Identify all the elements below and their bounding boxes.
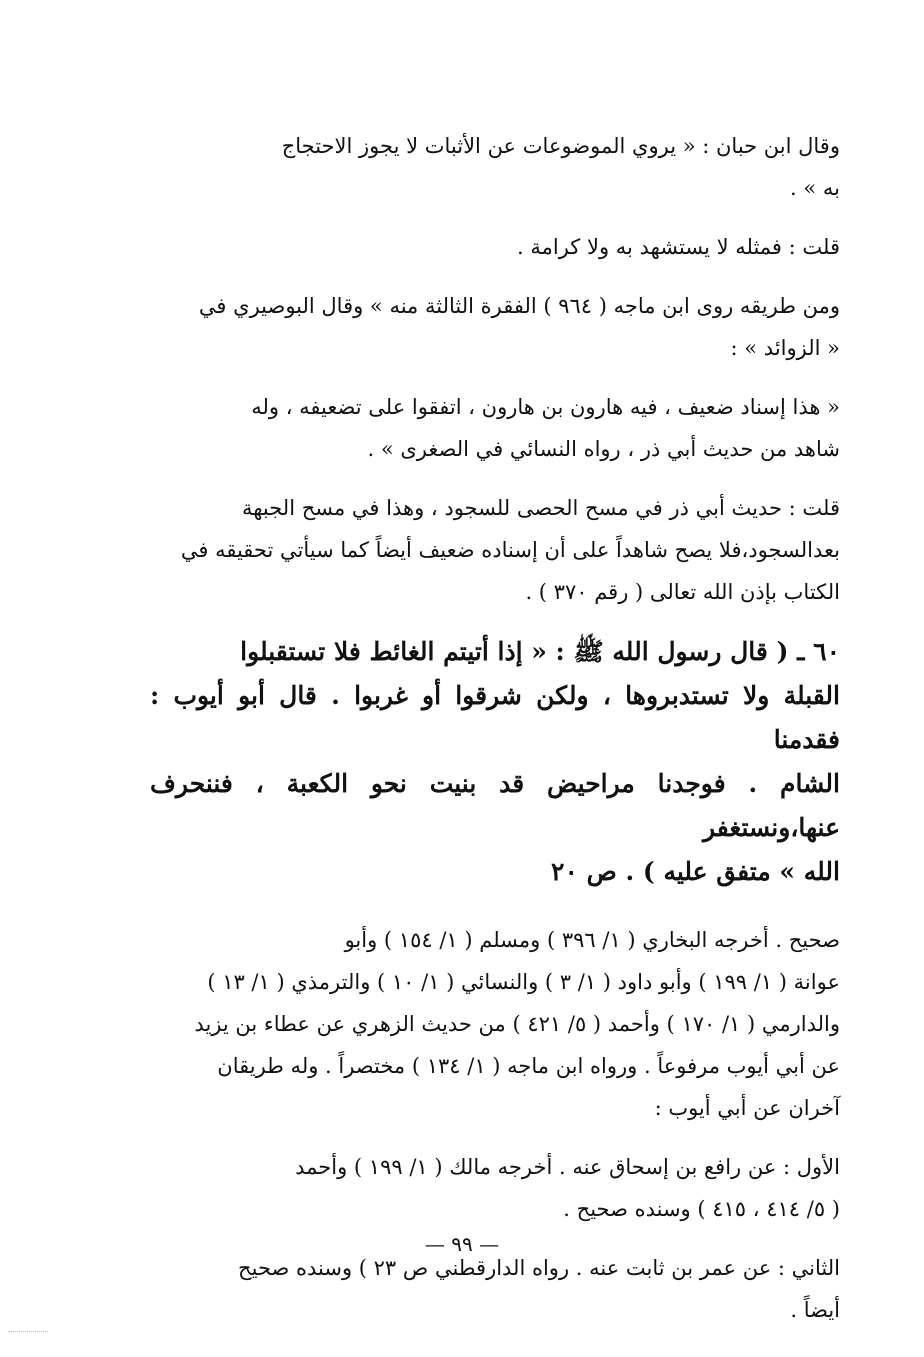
text-line: « الزوائد » : [730, 336, 840, 360]
paragraph-first-route [150, 1146, 840, 1230]
text-line: قلت : حديث أبي ذر في مسح الحصى للسجود ، وهذا في مسح الجبهة [241, 496, 840, 520]
hadith-line: الله » متفق عليه ) . ص ٢٠ [551, 857, 840, 886]
text-line: عن أبي أيوب مرفوعاً . ورواه ابن ماجه ( ١/ ١٣٤ ) مختصراً . وله طريقان [217, 1054, 840, 1078]
text-line: عوانة ( ١/ ١٩٩ ) وأبو داود ( ١/ ٣ ) والنسائي ( ١/ ١٠ ) والترمذي ( ١/ ١٣ ) [207, 970, 840, 994]
paragraph-second-route [150, 1247, 840, 1331]
hadith-line: القبلة ولا تستدبروها ، ولكن شرقوا أو غربوا . قال أبو أيوب : فقدمنا [150, 681, 840, 754]
paragraph-comment [150, 226, 840, 268]
paragraph-ibn-hibban [150, 125, 840, 209]
page-number: — ٩٩ — [424, 1232, 500, 1256]
text-line: « هذا إسناد ضعيف ، فيه هارون بن هارون ، اتفقوا على تضعيفه ، وله [251, 395, 840, 419]
hadith-line: ٦٠ ـ ( قال رسول الله ﷺ : « إذا أتيتم الغائط فلا تستقبلوا [240, 637, 840, 666]
text-line: صحيح . أخرجه البخاري ( ١/ ٣٩٦ ) ومسلم ( ١/ ١٥٤ ) وأبو [344, 928, 840, 952]
text-line: شاهد من حديث أبي ذر ، رواه النسائي في الصغرى » . [367, 437, 840, 461]
paragraph-abu-dharr [150, 487, 840, 613]
text-line: وقال ابن حبان : « يروي الموضوعات عن الأثبات لا يجوز الاحتجاج [281, 134, 840, 158]
page-body [150, 125, 840, 1348]
text-line: والدارمي ( ١/ ١٧٠ ) وأحمد ( ٥/ ٤٢١ ) من حديث الزهري عن عطاء بن يزيد [194, 1012, 840, 1036]
text-line: به » . [790, 176, 840, 200]
hadith-line: الشام . فوجدنا مراحيض قد بنيت نحو الكعبة ، فننحرف عنها،ونستغفر [150, 769, 840, 842]
hadith-60 [150, 630, 840, 894]
text-line: ومن طريقه روى ابن ماجه ( ٩٦٤ ) الفقرة الثالثة منه » وقال البوصيري في [198, 294, 840, 318]
text-line: بعدالسجود،فلا يصح شاهداً على أن إسناده ضعيف أيضاً كما سيأتي تحقيقه في [180, 538, 840, 562]
text-line: الكتاب بإذن الله تعالى ( رقم ٣٧٠ ) . [525, 580, 840, 604]
text-line: قلت : فمثله لا يستشهد به ولا كرامة . [517, 235, 840, 259]
paragraph-quote-busiri [150, 386, 840, 470]
paragraph-takhrij [150, 919, 840, 1129]
text-line: الأول : عن رافع بن إسحاق عنه . أخرجه مالك ( ١/ ١٩٩ ) وأحمد [295, 1155, 840, 1179]
text-line: ( ٥/ ٤١٤ ، ٤١٥ ) وسنده صحيح . [563, 1197, 840, 1221]
scan-mark [8, 1325, 48, 1332]
text-line: أيضاً . [790, 1298, 840, 1322]
text-line: آخران عن أبي أيوب : [654, 1096, 840, 1120]
paragraph-ibn-majah [150, 285, 840, 369]
text-line: الثاني : عن عمر بن ثابت عنه . رواه الدارقطني ص ٢٣ ) وسنده صحيح [238, 1256, 840, 1280]
